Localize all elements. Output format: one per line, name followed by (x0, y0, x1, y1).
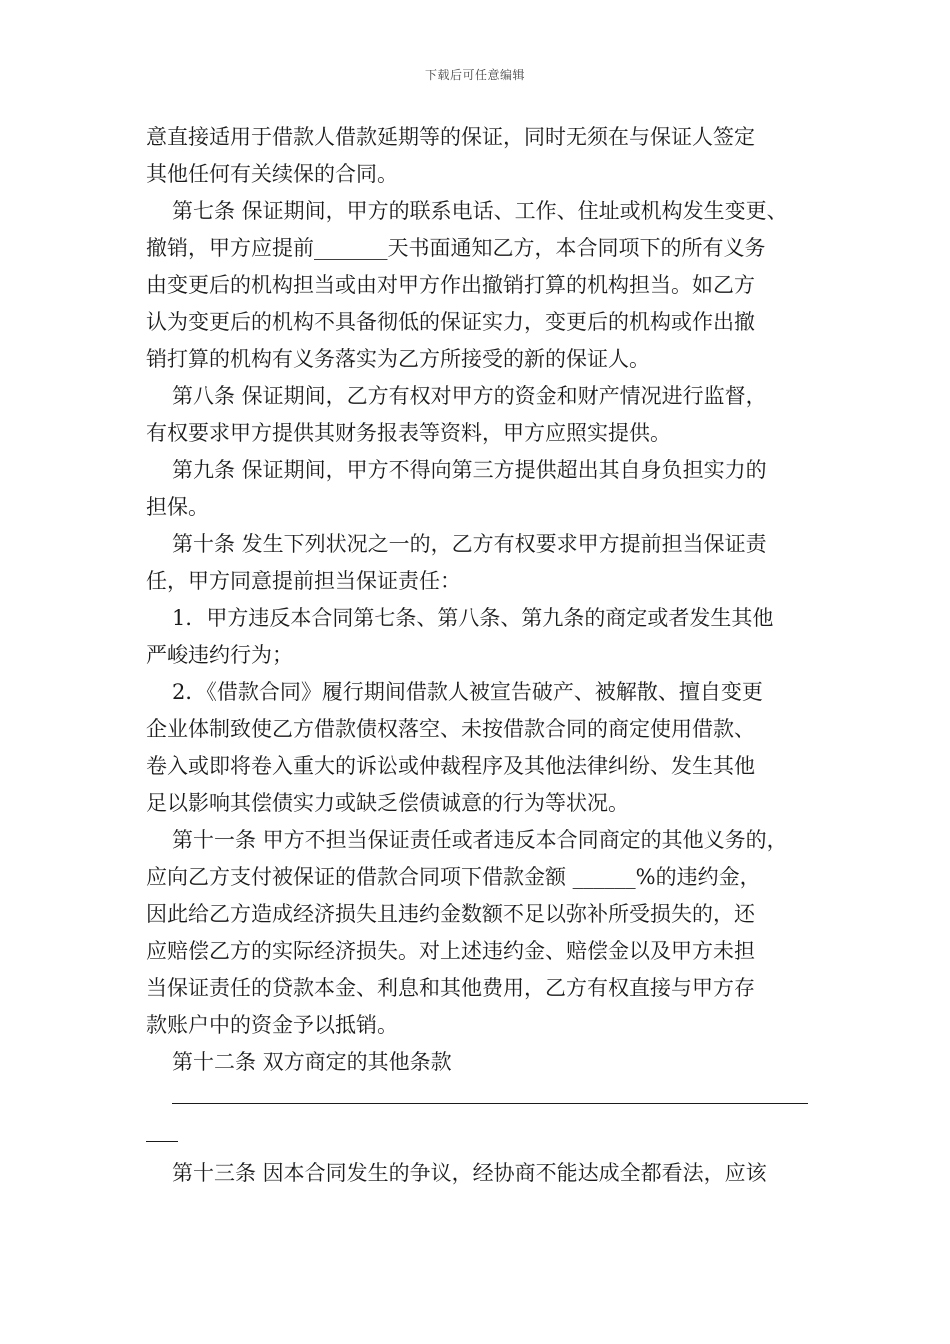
page-header: 下载后可任意编辑 (424, 68, 525, 82)
text-line: 意直接适用于借款人借款延期等的保证，同时无须在与保证人签定 (146, 125, 755, 149)
text-line: 2．《借款合同》履行期间借款人被宣告破产、被解散、擅自变更 (172, 680, 763, 704)
text-line: 严峻违约行为； (146, 643, 293, 667)
text-line: 第九条 保证期间，甲方不得向第三方提供超出其自身负担实力的 (172, 458, 767, 482)
text-line: 应向乙方支付被保证的借款合同项下借款金额 ______%的违约金， (146, 865, 761, 889)
text-line: 第十二条 双方商定的其他条款 (172, 1050, 452, 1074)
text-line: 足以影响其偿债实力或缺乏偿债诚意的行为等状况。 (146, 791, 629, 815)
text-line: 因此给乙方造成经济损失且违约金数额不足以弥补所受损失的，还 (146, 902, 755, 926)
blank-underline-continued (146, 1141, 178, 1142)
text-line: 卷入或即将卷入重大的诉讼或仲裁程序及其他法律纠纷、发生其他 (146, 754, 755, 778)
text-line: 款账户中的资金予以抵销。 (146, 1013, 398, 1037)
text-line: 认为变更后的机构不具备彻低的保证实力，变更后的机构或作出撤 (146, 310, 755, 334)
text-line: 第七条 保证期间，甲方的联系电话、工作、住址或机构发生变更、 (172, 199, 788, 223)
text-line: 第十三条 因本合同发生的争议，经协商不能达成全都看法，应该 (172, 1161, 767, 1185)
text-line: 由变更后的机构担当或由对甲方作出撤销打算的机构担当。如乙方 (146, 273, 755, 297)
text-line: 应赔偿乙方的实际经济损失。对上述违约金、赔偿金以及甲方未担 (146, 939, 755, 963)
text-line: 任，甲方同意提前担当保证责任： (146, 569, 461, 593)
text-line: 第八条 保证期间，乙方有权对甲方的资金和财产情况进行监督， (172, 384, 767, 408)
text-line: 企业体制致使乙方借款债权落空、未按借款合同的商定使用借款、 (146, 717, 755, 741)
text-line: 第十条 发生下列状况之一的，乙方有权要求甲方提前担当保证责 (172, 532, 767, 556)
text-line: 当保证责任的贷款本金、利息和其他费用，乙方有权直接与甲方存 (146, 976, 755, 1000)
text-line: 第十一条 甲方不担当保证责任或者违反本合同商定的其他义务的， (172, 828, 788, 852)
text-line: 其他任何有关续保的合同。 (146, 162, 398, 186)
text-line: 有权要求甲方提供其财务报表等资料，甲方应照实提供。 (146, 421, 671, 445)
text-line: 担保。 (146, 495, 209, 519)
text-line: 撤销，甲方应提前_______天书面通知乙方，本合同项下的所有义务 (146, 236, 766, 260)
blank-underline (172, 1103, 808, 1104)
text-line: 1．甲方违反本合同第七条、第八条、第九条的商定或者发生其他 (172, 606, 774, 630)
text-line: 销打算的机构有义务落实为乙方所接受的新的保证人。 (146, 347, 650, 371)
